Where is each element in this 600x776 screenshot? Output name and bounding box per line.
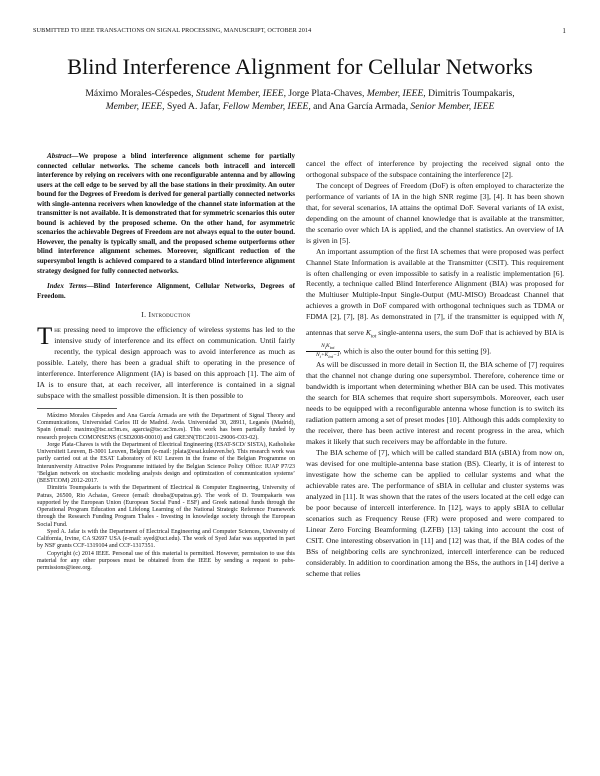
math-symbol: $K_{tot}$ [365, 327, 377, 340]
author-role: Fellow Member, IEEE, [222, 100, 311, 112]
intro-text: pressing need to improve the efficiency of wireless systems has led to the intensive study of interference and its effect on communication. Until fairly recently, the typical design approach was to avoid interference as much as possible. Lately, there has been a gradual shift to operating in the presence of interference. Interference Alignment (IA) is based on this approach [1]. The aim of IA is to ensure that, at each receiver, all interference is contained in a signal subspace with the smallest possible dimension. It is then possible to [37, 325, 295, 400]
body-paragraph: The concept of Degrees of Freedom (DoF) is often employed to characterize the performance of variants of IA in the high SNR regime [3], [4]. It has been shown that, for several scenarios, IA attains the optimal DoF. Several variants of IA exist, depending on the amount of channel knowledge that is available at the transmitter, the scenario over which IA is applied, and the channel statistics. An overview of IA is given in [5]. [306, 180, 564, 245]
index-terms-label: Index Terms [47, 282, 87, 291]
drop-cap: T [37, 323, 53, 351]
body-paragraph: cancel the effect of interference by projecting the received signal onto the orthogonal subspace of the subspace containing the interference [2]. [306, 159, 564, 179]
author-name: Syed A. Jafar, [166, 100, 221, 112]
page-number: 1 [562, 27, 566, 35]
abstract [37, 152, 295, 276]
index-terms [37, 282, 295, 301]
footnote: Dimitris Toumpakaris is with the Department of Electrical & Computer Engineering, University of Patras, 26500, Rio Achaias, Greece (email: dtouba@upatras.gr). The work of D. Toumpakaris was supported by the European Union (European Social Fund - ESF) and Greek national funds through the Operational Program Education and Lifelong Learning of the National Strategic Reference Framework through the Research Funding Program Thales - Investing in knowledge society through the European Social Fund. [37, 485, 295, 528]
lead-word: he [54, 325, 61, 335]
body-paragraph: The BIA scheme of [7], which will be called standard BIA (sBIA) from now on, was devised for one multiple-antenna base station (BS). Clearly, it is of interest to investigate how the scheme can be applied to cellular systems and what the achievable rates are. The performance of sBIA in cellular and cluster systems was analyzed in [11]. It was shown that the rates of the users located at the cell edge can be poor because of intercell interference. In [12], ways to apply sBIA to cellular scenarios such as Frequency Reuse (FR) were proposed and were compared to Linear Zero Forcing Beamforming (LZFB) [13] taking into account the cost of CSIT. One interesting observation in [11] and [12] was that, if the BIA codes of the BSs of neighboring cells are synchronized, intercell interference can be reduced considerably. In addition to coordination among the BSs, the authors in [14] derive a scheme that relies [306, 448, 564, 578]
footnote: Máximo Morales Céspedes and Ana García Armada are with the Department of Signal Theory and Communications, Universidad Carlos III de Madrid. Avda. Universidad 30, 28911, Leganés (Madrid), Spain (email: maximo@tsc.uc3m.es, agarcia@tsc.uc3m.es). This work has been partially funded by research projects COMONSENS (CSD2008-00010) and GRE3N(TEC2011-29006-C03-02). [37, 412, 295, 441]
footnote: Copyright (c) 2014 IEEE. Personal use of this material is permitted. However, permission to use this material for any other purposes must be obtained from the IEEE by sending a request to pubs-permissions@ieee.org. [37, 550, 295, 572]
author-role: Student Member, IEEE, [195, 88, 286, 99]
author-name: Dimitris Toumpakaris, [428, 88, 515, 99]
abstract-label: Abstract [47, 152, 72, 160]
author-role: Member, IEEE, [105, 100, 165, 112]
left-column [37, 152, 295, 572]
paper-title: Blind Interference Alignment for Cellular Networks [67, 54, 533, 79]
footnote-rule [37, 408, 117, 409]
running-title: SUBMITTED TO IEEE TRANSACTIONS ON SIGNAL PROCESSING, MANUSCRIPT, OCTOBER 2014 [33, 27, 312, 34]
index-terms-text: —Blind Interference Alignment, Cellular Networks, Degrees of Freedom. [37, 282, 295, 300]
author-role: Member, IEEE, [366, 88, 426, 99]
section-numeral: I. [141, 310, 147, 320]
author-role: Senior Member, IEEE [410, 100, 495, 112]
footnote: Syed A. Jafar is with the Department of Electrical Engineering and Computer Sciences, University of California, Irvine, CA 92697 USA (e-mail: syed@uci.edu). The work of Syed Jafar was supported in part by NSF grants CCF-1319104 and CCF-1317351. [37, 528, 295, 550]
author-name: Máximo Morales-Céspedes, [85, 88, 194, 99]
author-name: and Ana García Armada, [313, 100, 408, 112]
math-symbol: $N_t$ [557, 312, 564, 324]
right-column [306, 159, 564, 580]
running-header [33, 27, 566, 39]
math-fraction: $N_tK_{tot}$ $N_t+K_{tot}-1$ [306, 343, 340, 360]
abstract-text: —We propose a blind interference alignment scheme for partially connected cellular networks. The scheme cancels both intracell and intercell interference by relying on receivers with one reconfigurable antenna and by allowing users at the cell edge to be served by all the base stations in their proximity. An outer bound for the Degrees of Freedom is derived for general partially connected networks with single-antenna receivers when knowledge of the channel state information at the transmitter is not available. It is demonstrated that for symmetric scenarios this outer bound is achieved by the proposed scheme. On the other hand, for asymmetric scenarios the achievable Degrees of Freedom are not always equal to the outer bound. However, the penalty is typically small, and the proposed scheme outperforms other blind interference alignment schemes. Moreover, significant reduction of the supersymbol length is achieved compared to a standard blind interference alignment strategy designed for fully connected networks. [37, 152, 295, 275]
body-paragraph: An important assumption of the first IA schemes that were proposed was perfect Channel State Information is available at the Transmitter (CSIT). This requirement is often challenging or even impossible to satisfy in a realistic implementation [6]. Recently, a technique called Blind Interference Alignment (BIA) was proposed for the Multiuser Multiple-Input Single-Output (MU-MISO) Broadcast Channel that achieves a growth in DoF compared with orthogonal techniques such as TDMA or FDMA [2], [7], [8]. As demonstrated in [7], if the transmitter is equipped with $N_t$ antennas that serve $K_{tot}$ single-antenna users, the sum DoF that is achieved by BIA is $N_tK_{tot}$ $N_t+K_{tot}-1$ , which is also the outer bound for this setting [9]. [306, 246, 564, 360]
body-paragraph: As will be discussed in more detail in Section II, the BIA scheme of [7] requires that the channel not change during one supersymbol. Therefore, coherence time or bandwidth is important when determining whether BIA can be used. This motivates the search for BIA schemes that require short supersymbols. Moreover, each user needs to be equipped with a reconfigurable antenna whose function is to switch its radiation pattern among a set of preset modes [10]. Although this adds complexity to the receiver, there has been active interest and recent progress in the area, which makes it likely that such receivers may be affordable in the future. [306, 360, 564, 447]
section-heading [37, 310, 295, 321]
author-name: Jorge Plata-Chaves, [288, 88, 365, 99]
footnote: Jorge Plata-Chaves is with the Department of Electrical Engineering (ESAT-SCD/ SISTA), Katholieke Universiteit Leuven, B-3001 Leuven, Belgium (e-mail: jplata@esat.kuleuven.be). This research work was partly carried out at the ESAT Laboratory of KU Leuven in the frame of the Belgian Programme on Interuniversity Attractive Poles Programme initiated by the Belgian Science Policy Office: IUAP P7/23 ‘Belgian network on stochastic modeling analysis design and optimization of communication systems’ (BESTCOM) 2012-2017. [37, 441, 295, 485]
author-list [70, 88, 530, 113]
section-title: Introduction [148, 310, 191, 320]
intro-paragraph [37, 325, 295, 402]
